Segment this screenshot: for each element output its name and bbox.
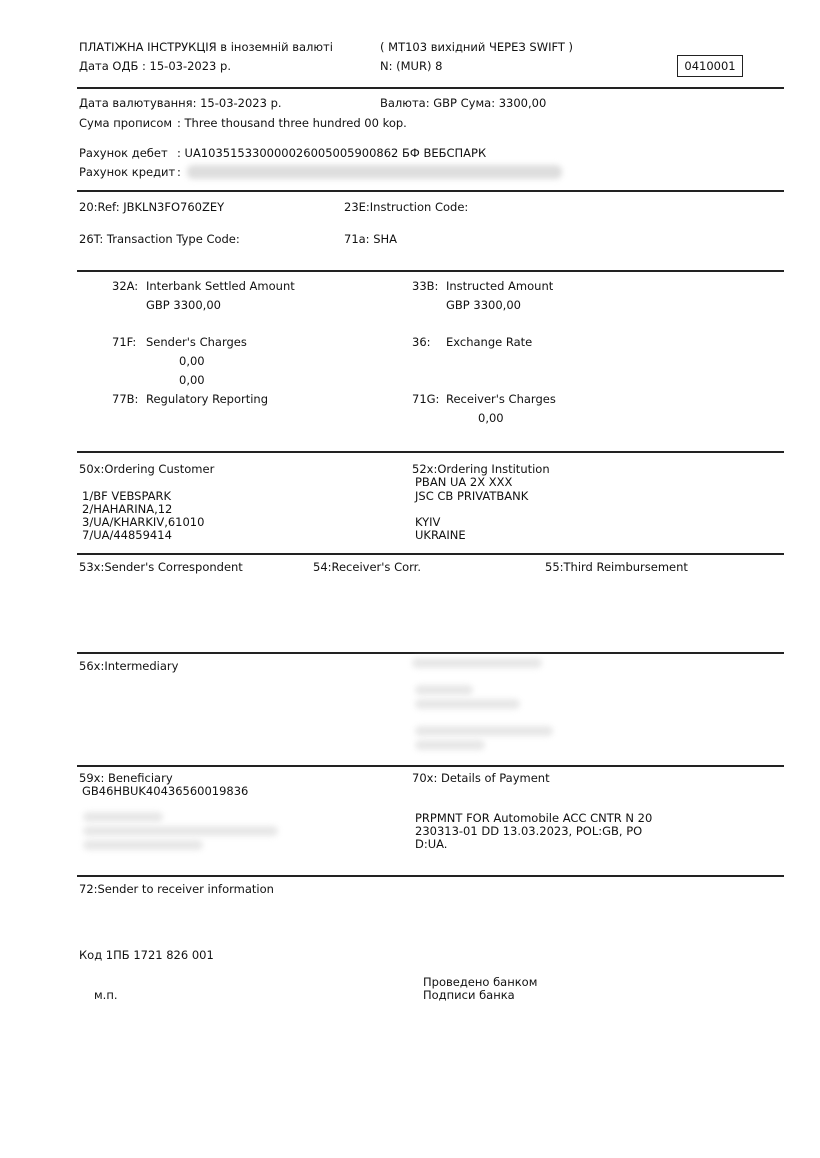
field-71g-label: Receiver's Charges xyxy=(446,392,556,406)
redacted-beneficiary xyxy=(83,840,203,850)
bank-signatures: Подписи банка xyxy=(423,988,515,1002)
field-33b-tag: 33B: xyxy=(412,279,439,293)
field-77b-label: Regulatory Reporting xyxy=(146,392,269,406)
transaction-type-field: 26T: Transaction Type Code: xyxy=(79,232,240,246)
field-36-label: Exchange Rate xyxy=(446,335,533,349)
payment-details-line: PRPMNT FOR Automobile ACC CNTR N 20 xyxy=(415,811,653,825)
field-71f-value-2: 0,00 xyxy=(179,373,205,387)
processed-by-bank: Проведено банком xyxy=(423,975,538,989)
field-71g-tag: 71G: xyxy=(412,392,440,406)
ordering-customer-line: 2/HAHARINA,12 xyxy=(82,502,173,516)
amount-words: : Three thousand three hundred 00 kop. xyxy=(177,116,407,130)
intermediary-label: 56x:Intermediary xyxy=(79,659,179,673)
senders-correspondent-label: 53x:Sender's Correspondent xyxy=(79,560,243,574)
amount-words-label: Сума прописом xyxy=(79,116,173,130)
instruction-code-field: 23E:Instruction Code: xyxy=(344,200,469,214)
redacted-intermediary xyxy=(415,740,485,750)
payment-details-label: 70x: Details of Payment xyxy=(412,771,550,785)
currency-amount: Валюта: GBP Сума: 3300,00 xyxy=(380,96,547,110)
divider xyxy=(77,553,784,555)
value-date: Дата валютування: 15-03-2023 р. xyxy=(79,96,282,110)
redacted-credit-account xyxy=(187,165,562,179)
document-title: ПЛАТІЖНА ІНСТРУКЦІЯ в іноземній валюті xyxy=(79,40,333,54)
field-36-tag: 36: xyxy=(412,335,431,349)
form-code-box: 0410001 xyxy=(677,55,743,77)
reference-field: 20:Ref: JBKLN3FO760ZEY xyxy=(79,200,225,214)
redacted-beneficiary xyxy=(83,826,278,836)
charges-code-field: 71a: SHA xyxy=(344,232,398,246)
redacted-intermediary xyxy=(415,726,553,736)
field-32a-tag: 32A: xyxy=(112,279,139,293)
ordering-customer-label: 50x:Ordering Customer xyxy=(79,462,215,476)
ordering-customer-line: 7/UA/44859414 xyxy=(82,528,172,542)
credit-account-label: Рахунок кредит xyxy=(79,165,176,179)
field-71f-value-1: 0,00 xyxy=(179,354,205,368)
divider xyxy=(77,765,784,767)
debit-account-value: : UA103515330000026005005900862 БФ ВЕБСПАРК xyxy=(177,146,487,160)
divider xyxy=(77,451,784,453)
redacted-intermediary xyxy=(412,658,542,668)
field-77b-tag: 77B: xyxy=(112,392,139,406)
stamp-place: м.п. xyxy=(94,988,118,1002)
date-odb: Дата ОДБ : 15-03-2023 р. xyxy=(79,59,231,73)
beneficiary-label: 59x: Beneficiary xyxy=(79,771,173,785)
redacted-intermediary xyxy=(415,699,520,709)
ordering-institution-label: 52x:Ordering Institution xyxy=(412,462,550,476)
field-71f-label: Sender's Charges xyxy=(146,335,247,349)
field-33b-value: GBP 3300,00 xyxy=(446,298,521,312)
document-number: N: (MUR) 8 xyxy=(380,59,443,73)
ordering-customer-line: 1/BF VEBSPARK xyxy=(82,489,172,503)
field-33b-label: Instructed Amount xyxy=(446,279,554,293)
credit-account-value: : xyxy=(177,165,181,179)
field-71g-value: 0,00 xyxy=(478,411,504,425)
payment-details-line: D:UA. xyxy=(415,837,448,851)
ordering-institution-line: PBAN UA 2X XXX xyxy=(415,475,513,489)
divider xyxy=(77,190,784,192)
bank-code: Код 1ПБ 1721 826 001 xyxy=(79,948,214,962)
divider xyxy=(77,270,784,272)
message-type: ( MT103 вихідний ЧЕРЕЗ SWIFT ) xyxy=(380,40,574,54)
payment-details-line: 230313-01 DD 13.03.2023, POL:GB, PO xyxy=(415,824,643,838)
beneficiary-account: GB46HBUK40436560019836 xyxy=(82,784,249,798)
divider xyxy=(77,652,784,654)
field-32a-value: GBP 3300,00 xyxy=(146,298,221,312)
receivers-correspondent-label: 54:Receiver's Corr. xyxy=(313,560,421,574)
ordering-institution-line: KYIV xyxy=(415,515,441,529)
redacted-intermediary xyxy=(415,685,473,695)
field-71f-tag: 71F: xyxy=(112,335,137,349)
ordering-customer-line: 3/UA/KHARKIV,61010 xyxy=(82,515,205,529)
divider xyxy=(77,87,784,89)
sender-to-receiver-label: 72:Sender to receiver information xyxy=(79,882,274,896)
third-reimbursement-label: 55:Third Reimbursement xyxy=(545,560,688,574)
ordering-institution-line: UKRAINE xyxy=(415,528,466,542)
redacted-beneficiary xyxy=(83,812,163,822)
field-32a-label: Interbank Settled Amount xyxy=(146,279,295,293)
debit-account-label: Рахунок дебет xyxy=(79,146,168,160)
ordering-institution-line: JSC CB PRIVATBANK xyxy=(415,489,529,503)
divider xyxy=(77,875,784,877)
